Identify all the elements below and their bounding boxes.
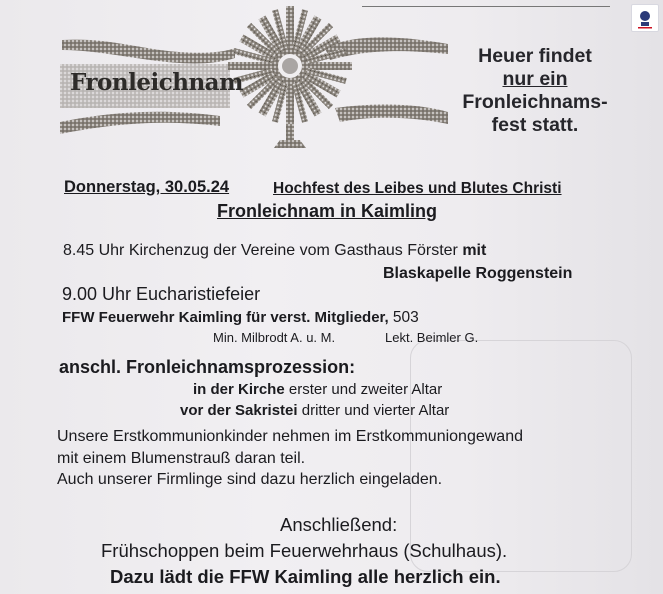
- event-title: Fronleichnam in Kaimling: [217, 201, 438, 221]
- mass-intention-text: FFW Feuerwehr Kaimling für verst. Mitglieder,: [62, 309, 389, 326]
- mass-intention-number: 503: [392, 309, 419, 326]
- feast-name: Hochfest des Leibes und Blutes Christi: [273, 180, 562, 197]
- after-line-1: Frühschoppen beim Feuerwehrhaus (Schulhaus).: [101, 540, 508, 561]
- mass-intention: [62, 309, 419, 327]
- altar-2-text: dritter und vierter Altar: [301, 402, 450, 419]
- altar-1-text: erster und zweiter Altar: [288, 381, 443, 398]
- altar-2-place: vor der Sakristei: [180, 402, 298, 419]
- after-title: Anschließend:: [280, 514, 398, 535]
- lector: Lekt. Beimler G.: [385, 330, 479, 345]
- altar-line-1: [193, 381, 442, 398]
- band-name: Blaskapelle Roggenstein: [383, 265, 573, 282]
- headline-line-2: nur ein: [502, 68, 568, 90]
- decorative-frame: [410, 340, 632, 572]
- headline: [455, 45, 615, 137]
- logo-icon: [632, 5, 658, 31]
- headline-line-3: Fronleichnams-: [462, 91, 608, 113]
- altar-1-place: in der Kirche: [193, 381, 285, 398]
- banner-title: Fronleichnam: [70, 69, 243, 96]
- procession-mit: mit: [462, 242, 487, 259]
- ministers: Min. Milbrodt A. u. M.: [213, 330, 336, 345]
- corner-logo: [631, 4, 659, 32]
- procession-line-1: [63, 242, 486, 260]
- mass-title: 9.00 Uhr Eucharistiefeier: [62, 284, 261, 304]
- kids-line-3: Auch unserer Firmlinge sind dazu herzlich eingeladen.: [57, 471, 443, 488]
- kids-line-2: mit einem Blumenstrauß daran teil.: [57, 450, 306, 467]
- after-line-2: Dazu lädt die FFW Kaimling alle herzlich ein.: [110, 566, 501, 587]
- headline-line-1: Heuer findet: [478, 45, 592, 67]
- prozession-title: anschl. Fronleichnamsprozession:: [59, 357, 356, 377]
- procession-text: 8.45 Uhr Kirchenzug der Vereine vom Gasthaus Förster: [63, 242, 458, 259]
- kids-line-1: Unsere Erstkommunionkinder nehmen im Erstkommuniongewand: [57, 428, 523, 445]
- event-date: Donnerstag, 30.05.24: [64, 178, 230, 196]
- headline-line-4: fest statt.: [491, 114, 579, 136]
- altar-line-2: [180, 402, 449, 419]
